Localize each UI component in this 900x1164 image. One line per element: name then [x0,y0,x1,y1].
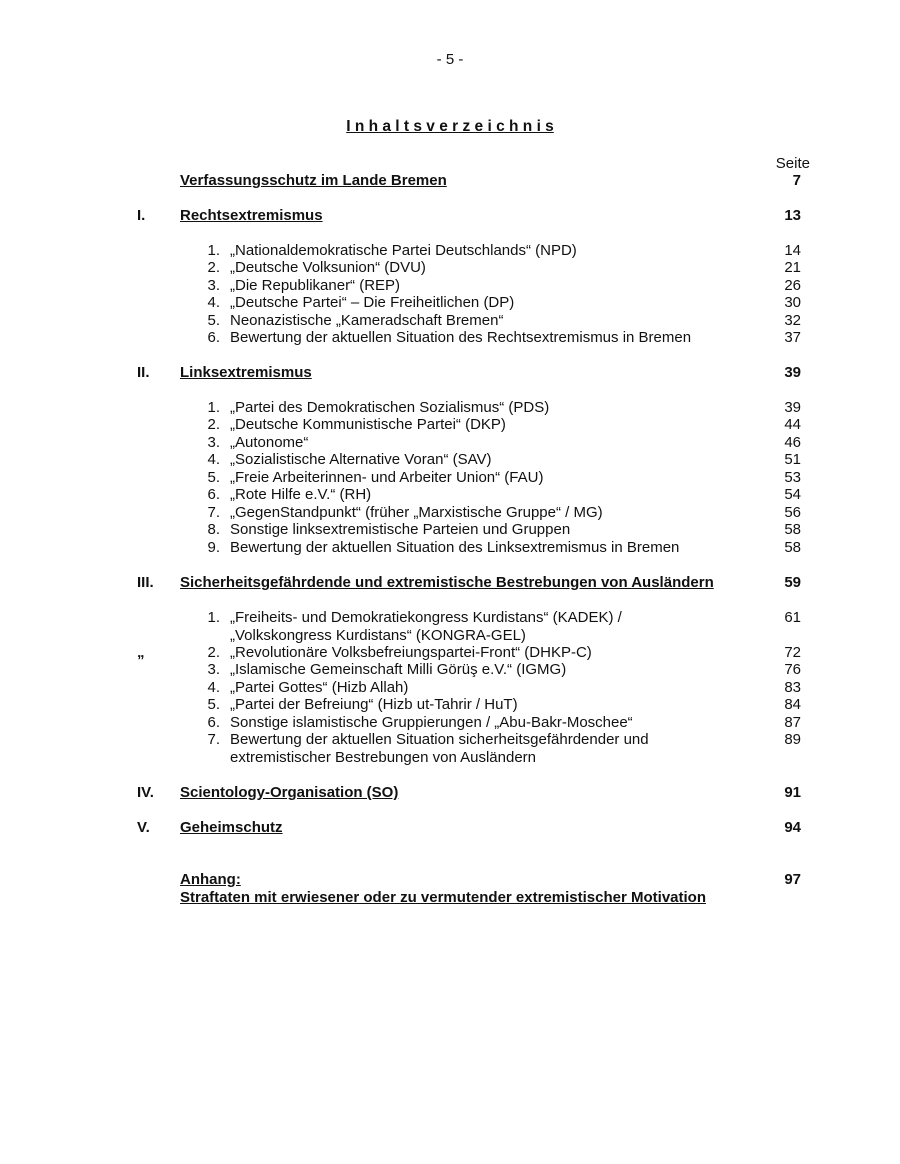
toc-item-page: 39 [784,399,801,416]
page-number: - 5 - [436,51,464,68]
toc-item-title[interactable]: Bewertung der aktuellen Situation sicherheitsgefährdender und [230,731,649,748]
toc-item-number: 3. [207,661,220,678]
appendix-title[interactable]: Straftaten mit erwiesener oder zu vermutender extremistischer Motivation [180,889,706,906]
toc-item-number: 3. [207,277,220,294]
toc-item-page: 83 [784,679,801,696]
toc-item-title-continued[interactable]: „Volkskongress Kurdistans“ (KONGRA-GEL) [230,626,526,644]
toc-item-number: 2. [207,416,220,433]
toc-item-page: 58 [784,521,801,538]
toc-item-title[interactable]: „Partei Gottes“ (Hizb Allah) [230,679,409,696]
toc-item-number: 1. [207,242,220,259]
toc-section-heading[interactable]: Geheimschutz [180,819,283,836]
section-number: II. [137,364,150,381]
toc-item-number: 4. [207,679,220,696]
toc-item-page: 44 [784,416,801,433]
toc-item-page: 87 [784,714,801,731]
toc-item-page: 76 [784,661,801,678]
toc-section-heading[interactable]: Linksextremismus [180,364,312,381]
toc-item-title[interactable]: Sonstige linksextremistische Parteien und Gruppen [230,521,571,538]
toc-section-heading[interactable]: Scientology-Organisation (SO) [180,784,399,801]
toc-item-title[interactable]: „Rote Hilfe e.V.“ (RH) [230,486,372,503]
section-number: III. [137,574,154,591]
page-title: I n h a l t s v e r z e i c h n i s [346,118,554,135]
toc-item-number: 6. [207,486,220,503]
section-number: I. [137,207,146,224]
toc-item-title[interactable]: „Partei des Demokratischen Sozialismus“ (PDS) [230,399,550,416]
toc-section-page: 39 [784,364,801,381]
toc-item-number: 6. [207,329,220,346]
toc-item-title[interactable]: „GegenStandpunkt“ (früher „Marxistische Gruppe“ / MG) [230,504,603,521]
toc-item-title[interactable]: „Autonome“ [230,434,309,451]
toc-item-page: 14 [784,242,801,259]
toc-item-number: 4. [207,294,220,311]
toc-item-page: 21 [784,259,801,276]
toc-item-number: 8. [207,521,220,538]
toc-section-page: 13 [784,207,801,224]
toc-item-title[interactable]: Bewertung der aktuellen Situation des Rechtsextremismus in Bremen [230,329,692,346]
toc-item-title[interactable]: „Nationaldemokratische Partei Deutschlands“ (NPD) [230,242,577,259]
toc-item-title[interactable]: „Deutsche Partei“ – Die Freiheitlichen (DP) [230,294,515,311]
toc-section-heading[interactable]: Sicherheitsgefährdende und extremistische Bestrebungen von Ausländern [180,574,714,591]
toc-item-number: 1. [207,609,220,626]
toc-item-page: 58 [784,539,801,556]
toc-item-title[interactable]: „Freiheits- und Demokratiekongress Kurdistans“ (KADEK) / [230,609,622,626]
toc-item-number: 2. [207,259,220,276]
toc-page-intro: 7 [792,172,801,189]
toc-item-number: 5. [207,469,220,486]
toc-item-number: 6. [207,714,220,731]
toc-item-title[interactable]: „Freie Arbeiterinnen- und Arbeiter Union“ (FAU) [230,469,544,486]
toc-item-page: 84 [784,696,801,713]
section-number: V. [137,819,150,836]
appendix-page: 97 [784,871,801,888]
toc-item-title[interactable]: „Partei der Befreiung“ (Hizb ut-Tahrir / HuT) [230,696,518,713]
toc-item-number: 2. [207,644,220,661]
toc-item-number: 5. [207,312,220,329]
toc-item-number: 5. [207,696,220,713]
toc-item-page: 61 [784,609,801,626]
toc-heading-intro[interactable]: Verfassungsschutz im Lande Bremen [180,172,447,189]
toc-item-number: 3. [207,434,220,451]
page-column-label: Seite [775,155,810,172]
appendix-label[interactable]: Anhang: [180,871,241,888]
toc-item-title-continued[interactable]: extremistischer Bestrebungen von Ausländern [230,748,537,766]
toc-item-page: 46 [784,434,801,451]
toc-item-number: 1. [207,399,220,416]
toc-item-number: 7. [207,504,220,521]
toc-item-number: 7. [207,731,220,748]
toc-item-page: 54 [784,486,801,503]
toc-section-page: 91 [784,784,801,801]
toc-item-title[interactable]: „Die Republikaner“ (REP) [230,277,401,294]
toc-section-page: 59 [784,574,801,591]
toc-item-title[interactable]: „Deutsche Volksunion“ (DVU) [230,259,426,276]
toc-item-number: 4. [207,451,220,468]
toc-item-page: 89 [784,731,801,748]
stray-quote-mark: „ [137,644,145,661]
toc-item-page: 32 [784,312,801,329]
toc-item-page: 56 [784,504,801,521]
toc-section-heading[interactable]: Rechtsextremismus [180,207,323,224]
toc-item-page: 53 [784,469,801,486]
toc-item-page: 26 [784,277,801,294]
toc-item-title[interactable]: Bewertung der aktuellen Situation des Linksextremismus in Bremen [230,539,680,556]
toc-item-title[interactable]: „Deutsche Kommunistische Partei“ (DKP) [230,416,506,433]
toc-item-page: 72 [784,644,801,661]
toc-item-title[interactable]: „Sozialistische Alternative Voran“ (SAV) [230,451,492,468]
toc-section-page: 94 [784,819,801,836]
toc-item-page: 51 [784,451,801,468]
section-number: IV. [137,784,154,801]
toc-item-page: 30 [784,294,801,311]
toc-item-number: 9. [207,539,220,556]
toc-item-title[interactable]: Sonstige islamistische Gruppierungen / „Abu-Bakr-Moschee“ [230,714,633,731]
toc-item-title[interactable]: Neonazistische „Kameradschaft Bremen“ [230,312,504,329]
toc-item-title[interactable]: „Revolutionäre Volksbefreiungspartei-Front“ (DHKP-C) [230,644,592,661]
toc-item-title[interactable]: „Islamische Gemeinschaft Milli Görüş e.V.“ (IGMG) [230,661,567,678]
toc-item-page: 37 [784,329,801,346]
